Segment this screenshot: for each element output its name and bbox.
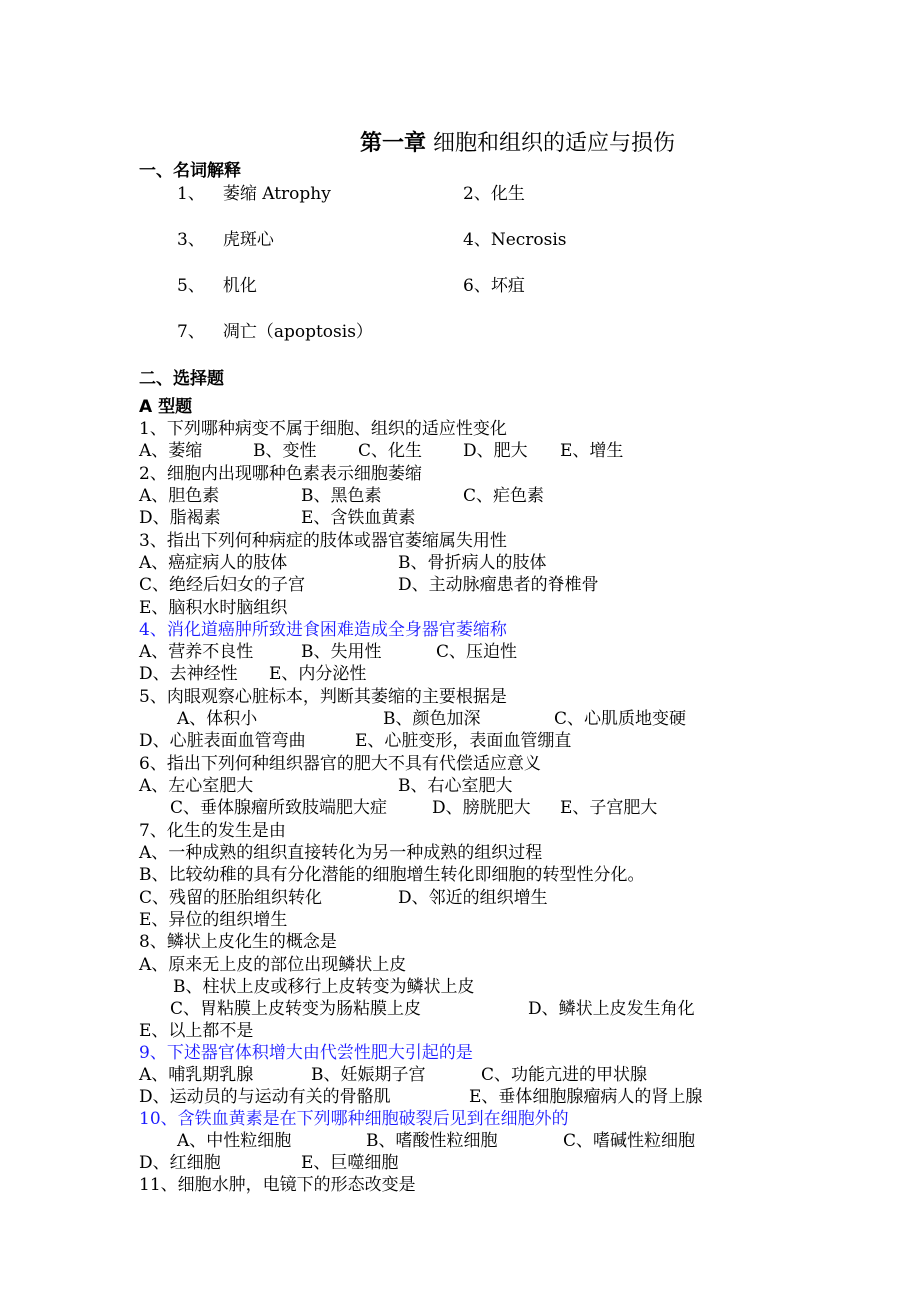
term-6: 6、坏疽 xyxy=(463,276,525,296)
q8-option-b: B、柱状上皮或移行上皮转变为鳞状上皮 xyxy=(173,977,475,997)
q5-stem: 5、肉眼观察心脏标本，判断其萎缩的主要根据是 xyxy=(139,687,507,707)
term-3: 3、 虎斑心 xyxy=(177,230,274,250)
question-type: A 型题 xyxy=(139,397,193,417)
q6-stem: 6、指出下列何种组织器官的肥大不具有代偿适应意义 xyxy=(139,754,541,774)
q4-stem: 4、消化道癌肿所致进食困难造成全身器官萎缩称 xyxy=(139,620,507,640)
term-1: 1、 萎缩 Atrophy xyxy=(177,184,331,204)
q10-stem: 10、含铁血黄素是在下列哪种细胞破裂后见到在细胞外的 xyxy=(139,1109,569,1129)
q3-option-e: E、脑积水时脑组织 xyxy=(139,598,288,618)
section-heading-terms: 一、名词解释 xyxy=(139,161,241,181)
q7-stem: 7、化生的发生是由 xyxy=(139,821,286,841)
section-heading-choice: 二、选择题 xyxy=(139,369,224,389)
q8-option-a: A、原来无上皮的部位出现鳞状上皮 xyxy=(139,955,407,975)
q11-stem: 11、细胞水肿，电镜下的形态改变是 xyxy=(139,1175,416,1195)
term-7: 7、 凋亡（apoptosis） xyxy=(177,322,373,342)
chapter-title xyxy=(360,130,675,158)
q7-option-e: E、异位的组织增生 xyxy=(139,910,288,930)
term-4: 4、Necrosis xyxy=(463,230,567,250)
chapter-name: 细胞和组织的适应与损伤 xyxy=(433,131,676,156)
term-2: 2、化生 xyxy=(463,184,525,204)
q1-stem: 1、下列哪种病变不属于细胞、组织的适应性变化 xyxy=(139,419,507,439)
q2-stem: 2、细胞内出现哪种色素表示细胞萎缩 xyxy=(139,464,422,484)
chapter-number: 第一章 xyxy=(360,131,427,156)
q9-stem: 9、下述器官体积增大由代尝性肥大引起的是 xyxy=(139,1043,473,1063)
q8-option-e: E、以上都不是 xyxy=(139,1021,254,1041)
q3-stem: 3、指出下列何种病症的肢体或器官萎缩属失用性 xyxy=(139,531,507,551)
q7-option-a: A、一种成熟的组织直接转化为另一种成熟的组织过程 xyxy=(139,843,543,863)
term-5: 5、 机化 xyxy=(177,276,257,296)
q7-option-b: B、比较幼稚的具有分化潜能的细胞增生转化即细胞的转型性分化。 xyxy=(139,865,645,885)
q8-stem: 8、鳞状上皮化生的概念是 xyxy=(139,932,337,952)
